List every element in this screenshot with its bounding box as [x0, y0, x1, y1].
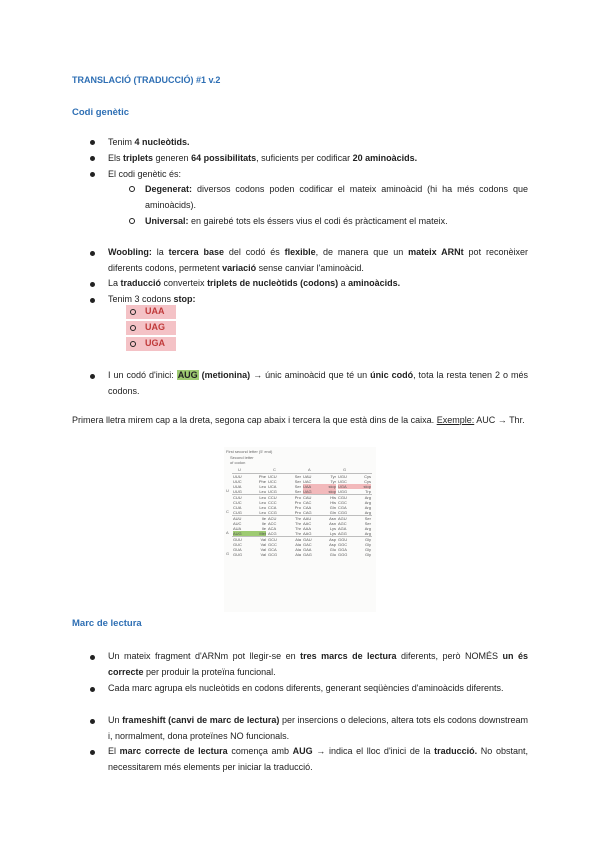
codon-cell [337, 495, 372, 515]
codon-triplet: GAC [303, 542, 312, 547]
bullet-dot [90, 282, 95, 287]
codon-aminoacid: stop [328, 489, 336, 494]
codon-aminoacid: stop [363, 484, 371, 489]
codon-aminoacid: Val [260, 552, 266, 557]
codon-aminoacid: Cys [364, 474, 371, 479]
codon-triplet: CAA [303, 505, 312, 510]
bullet-dot [90, 251, 95, 256]
codon-aminoacid: Leu [259, 495, 266, 500]
codon-aminoacid: Tyr [330, 479, 336, 484]
codon-triplet: UGU [338, 474, 347, 479]
codon-triplet: CUU [233, 495, 242, 500]
page-title: TRANSLACIÓ (TRADUCCIÓ) #1 v.2 [72, 75, 221, 85]
codon-aminoacid: Pro [294, 505, 301, 510]
stop-codon-uag: UAG [126, 321, 176, 335]
bullet-marc-1: Un mateix fragment d'ARNm pot llegir-se en tres marcs de lectura diferents, però NOMÉS un és correcte per produir la proteïna funcional. [108, 651, 528, 677]
codon-aminoacid: Ser [294, 474, 301, 479]
codon-triplet: AGU [338, 516, 347, 521]
codon-aminoacid: Arg [364, 510, 371, 515]
codon-aminoacid: Gly [365, 542, 371, 547]
codon-triplet: CUC [233, 500, 242, 505]
codon-aminoacid: Phe [258, 479, 266, 484]
codon-cell [302, 516, 337, 536]
codon-triplet: CAG [303, 510, 312, 515]
codon-triplet: UUA [233, 484, 242, 489]
codon-triplet: AAC [303, 521, 312, 526]
codon-aminoacid: Asp [329, 542, 336, 547]
codon-cell [337, 474, 372, 494]
codon-triplet: CCG [268, 510, 277, 515]
codon-aminoacid: Leu [259, 489, 266, 494]
codon-triplet: UAG [303, 489, 312, 494]
codon-aminoacid: Leu [259, 510, 266, 515]
codon-aminoacid: Gly [365, 537, 371, 542]
codon-triplet: GUA [233, 547, 242, 552]
bullet-marc-4: El marc correcte de lectura comença amb AUG → indica el lloc d'inici de la traducció. No obstant, necessitarem més elements per iniciar la traducció. [108, 746, 528, 772]
codon-aminoacid: Arg [364, 526, 371, 531]
codon-aminoacid: Leu [259, 500, 266, 505]
bullet-codi-es: El codi genètic és: [108, 169, 182, 179]
codon-triplet: GGU [338, 537, 348, 542]
codon-aminoacid: Ala [295, 547, 301, 552]
codon-entry [233, 552, 266, 557]
codon-aminoacid: Leu [259, 484, 266, 489]
codon-triplet: CUG [233, 510, 242, 515]
sub-bullet-circle [129, 218, 135, 224]
codon-triplet: CAU [303, 495, 312, 500]
codon-triplet: UCU [268, 474, 277, 479]
codon-triplet: UAA [303, 484, 312, 489]
codon-triplet: CUA [233, 505, 242, 510]
codon-aminoacid: Val [260, 537, 266, 542]
codon-row-label: G [226, 551, 230, 556]
bullet-dot [90, 374, 95, 379]
codon-cell [267, 537, 302, 557]
codon-triplet: GAA [303, 547, 312, 552]
codon-triplet: GCC [268, 542, 277, 547]
codon-aminoacid: Gln [329, 505, 336, 510]
codon-aminoacid: Gly [365, 552, 371, 557]
bullet-woobling: Woobling: la tercera base del codó és flexible, de manera que un mateix ARNt pot reconèixer diferents codons, permetent variació sense canviar l'aminoàcid. [108, 247, 528, 273]
codon-row-label: A [226, 530, 229, 535]
codon-triplet: UCG [268, 489, 277, 494]
codon-aminoacid: Glu [329, 547, 336, 552]
codon-aminoacid: Phe [258, 474, 266, 479]
codon-aminoacid: Ile [261, 526, 266, 531]
codon-grid [226, 473, 372, 557]
codon-entry [268, 552, 301, 557]
stop-codon-uga: UGA [126, 337, 176, 351]
codon-triplet: GGG [338, 552, 348, 557]
codon-aminoacid: Val [260, 547, 266, 552]
codon-aminoacid: His [330, 495, 336, 500]
codon-aminoacid: Tyr [330, 474, 336, 479]
codon-entry [303, 552, 336, 557]
codon-triplet: UCA [268, 484, 277, 489]
codon-triplet: UGA [338, 484, 347, 489]
codon-triplet: AAU [303, 516, 312, 521]
codon-table-image [224, 447, 376, 612]
bullet-marc-3: Un frameshift (canvi de marc de lectura) per insercions o delecions, altera tots els codons downstream i, normalment, dona proteïnes NO funcionals. [108, 715, 528, 741]
codon-aminoacid: Thr [295, 521, 301, 526]
codon-triplet: AAG [303, 531, 312, 536]
bullet-dot [90, 156, 95, 161]
bullet-dot [90, 687, 95, 692]
codon-triplet: GAG [303, 552, 312, 557]
codon-triplet: UAC [303, 479, 312, 484]
sub-bullet-universal: Universal: en gairebé tots els éssers vius el codi és pràcticament el mateix. [145, 216, 448, 226]
codon-triplet: GGA [338, 547, 347, 552]
codon-triplet: CCA [268, 505, 277, 510]
codon-cell [232, 537, 267, 557]
sub-bullet-circle [130, 341, 136, 347]
stop-codon-uaa: UAA [126, 305, 176, 319]
codon-triplet: AUG [233, 531, 242, 536]
codon-triplet: GUU [233, 537, 242, 542]
codon-row-label: C [226, 509, 229, 514]
section-heading-codi: Codi genètic [72, 107, 130, 118]
bullet-dot [90, 750, 95, 755]
codon-triplet: ACA [268, 526, 277, 531]
codon-cell [267, 474, 302, 494]
codon-triplet: GAU [303, 537, 312, 542]
sub-bullet-circle [130, 309, 136, 315]
codon-triplet: GUC [233, 542, 242, 547]
codon-triplet: UUG [233, 489, 242, 494]
codon-aminoacid: Asp [329, 537, 336, 542]
sub-bullet-degenerat: Degenerat: diversos codons poden codificar el mateix aminoàcid (hi ha més codons que aminoàcids). [145, 184, 528, 210]
codon-triplet: CGC [338, 500, 347, 505]
codon-table-sub2: of codon [230, 460, 246, 465]
codon-cell [337, 516, 372, 536]
codon-block-a [226, 515, 372, 536]
codon-aminoacid: Ser [294, 479, 301, 484]
codon-cell [302, 537, 337, 557]
bullet-dot [90, 298, 95, 303]
bullet-nucleotids: Tenim 4 nucleòtids. [108, 137, 190, 147]
codon-cell [232, 474, 267, 494]
codon-triplet: CGG [338, 510, 348, 515]
codon-aminoacid: stop [328, 484, 336, 489]
codon-triplet: UGG [338, 489, 348, 494]
codon-cell [302, 474, 337, 494]
section-heading-marc: Marc de lectura [72, 618, 142, 629]
codon-col-label: A [308, 467, 311, 472]
codon-triplet: ACC [268, 521, 277, 526]
codon-triplet: ACG [268, 531, 277, 536]
codon-aminoacid: Ile [261, 521, 266, 526]
bullet-inici: I un codó d'inici: AUG (metionina) → únic aminoàcid que té un únic codó, tota la resta tenen 2 o més codons. [108, 370, 528, 396]
codon-triplet: AAA [303, 526, 312, 531]
bullet-triplets: Els triplets generen 64 possibilitats, suficients per codificar 20 aminoàcids. [108, 153, 418, 163]
codon-triplet: UAU [303, 474, 312, 479]
codon-aminoacid: Lys [329, 526, 336, 531]
codon-triplet: AGG [338, 531, 347, 536]
codon-triplet: AGC [338, 521, 347, 526]
codon-aminoacid: Ser [294, 489, 301, 494]
codon-aminoacid: Leu [259, 505, 266, 510]
codon-triplet: AUA [233, 526, 242, 531]
codon-aminoacid: Thr [295, 531, 301, 536]
bullet-dot [90, 719, 95, 724]
codon-row-label: U [226, 488, 229, 493]
codon-triplet: ACU [268, 516, 277, 521]
sub-bullet-circle [129, 186, 135, 192]
codon-aminoacid: Trp [365, 489, 371, 494]
sub-bullet-circle [130, 325, 136, 331]
codon-col-label: U [238, 467, 241, 472]
codon-triplet: AGA [338, 526, 347, 531]
codon-aminoacid: Ser [364, 516, 371, 521]
codon-triplet: AUC [233, 521, 242, 526]
codon-cell [267, 516, 302, 536]
codon-triplet: CGA [338, 505, 347, 510]
codon-block-g [226, 536, 372, 557]
codon-aminoacid: Pro [294, 510, 301, 515]
paragraph-explicacio: Primera lletra mirem cap a la dreta, segona cap abaix i tercera la que està dins de la caixa. Exemple: AUC → Thr. [72, 415, 525, 425]
codon-aminoacid: Pro [294, 500, 301, 505]
codon-aminoacid: Arg [364, 495, 371, 500]
codon-block-u [226, 473, 372, 494]
codon-triplet: CCU [268, 495, 277, 500]
codon-table-header: First second letter (5' end) [226, 449, 273, 454]
codon-aminoacid: Val [260, 542, 266, 547]
codon-aminoacid: Ser [364, 521, 371, 526]
codon-aminoacid: Pro [294, 495, 301, 500]
codon-aminoacid: Arg [364, 531, 371, 536]
codon-cell [337, 537, 372, 557]
codon-triplet: AUU [233, 516, 242, 521]
codon-col-label: C [273, 467, 276, 472]
codon-aminoacid: Ser [294, 484, 301, 489]
codon-block-c [226, 494, 372, 515]
codon-aminoacid: His [330, 500, 336, 505]
bullet-stop: Tenim 3 codons stop: [108, 294, 196, 304]
codon-triplet: CCC [268, 500, 277, 505]
bullet-traduccio: La traducció converteix triplets de nucleòtids (codons) a aminoàcids. [108, 278, 401, 288]
bullet-marc-2: Cada marc agrupa els nucleòtids en codons diferents, generant seqüències d'aminoàcids diferents. [108, 683, 504, 693]
codon-aminoacid: Arg [364, 505, 371, 510]
bullet-dot [90, 655, 95, 660]
codon-cell [302, 495, 337, 515]
codon-aminoacid: Met [259, 531, 266, 536]
codon-triplet: UGC [338, 479, 347, 484]
codon-triplet: GCU [268, 537, 277, 542]
codon-aminoacid: Gln [329, 510, 336, 515]
codon-triplet: GGC [338, 542, 348, 547]
codon-aminoacid: Ala [295, 552, 301, 557]
codon-triplet: CAC [303, 500, 312, 505]
codon-cell [232, 495, 267, 515]
codon-triplet: UUC [233, 479, 242, 484]
codon-aminoacid: Arg [364, 500, 371, 505]
codon-triplet: CGU [338, 495, 347, 500]
codon-aminoacid: Ala [295, 537, 301, 542]
codon-cell [232, 516, 267, 536]
codon-cell [267, 495, 302, 515]
codon-aminoacid: Asn [329, 521, 336, 526]
codon-aminoacid: Glu [329, 552, 336, 557]
codon-aminoacid: Gly [365, 547, 371, 552]
codon-triplet: GCA [268, 547, 277, 552]
codon-aminoacid: Cys [364, 479, 371, 484]
codon-triplet: GUG [233, 552, 243, 557]
codon-col-label: G [343, 467, 347, 472]
codon-entry [338, 552, 371, 557]
codon-aminoacid: Thr [295, 526, 301, 531]
codon-aminoacid: Thr [295, 516, 301, 521]
codon-aminoacid: Ile [261, 516, 266, 521]
codon-triplet: GCG [268, 552, 278, 557]
bullet-dot [90, 172, 95, 177]
codon-aminoacid: Lys [329, 531, 336, 536]
codon-aminoacid: Ala [295, 542, 301, 547]
codon-triplet: UCC [268, 479, 277, 484]
codon-table-sub1: Second letter [230, 455, 254, 460]
codon-aminoacid: Asn [329, 516, 336, 521]
bullet-dot [90, 140, 95, 145]
codon-triplet: UUU [233, 474, 242, 479]
